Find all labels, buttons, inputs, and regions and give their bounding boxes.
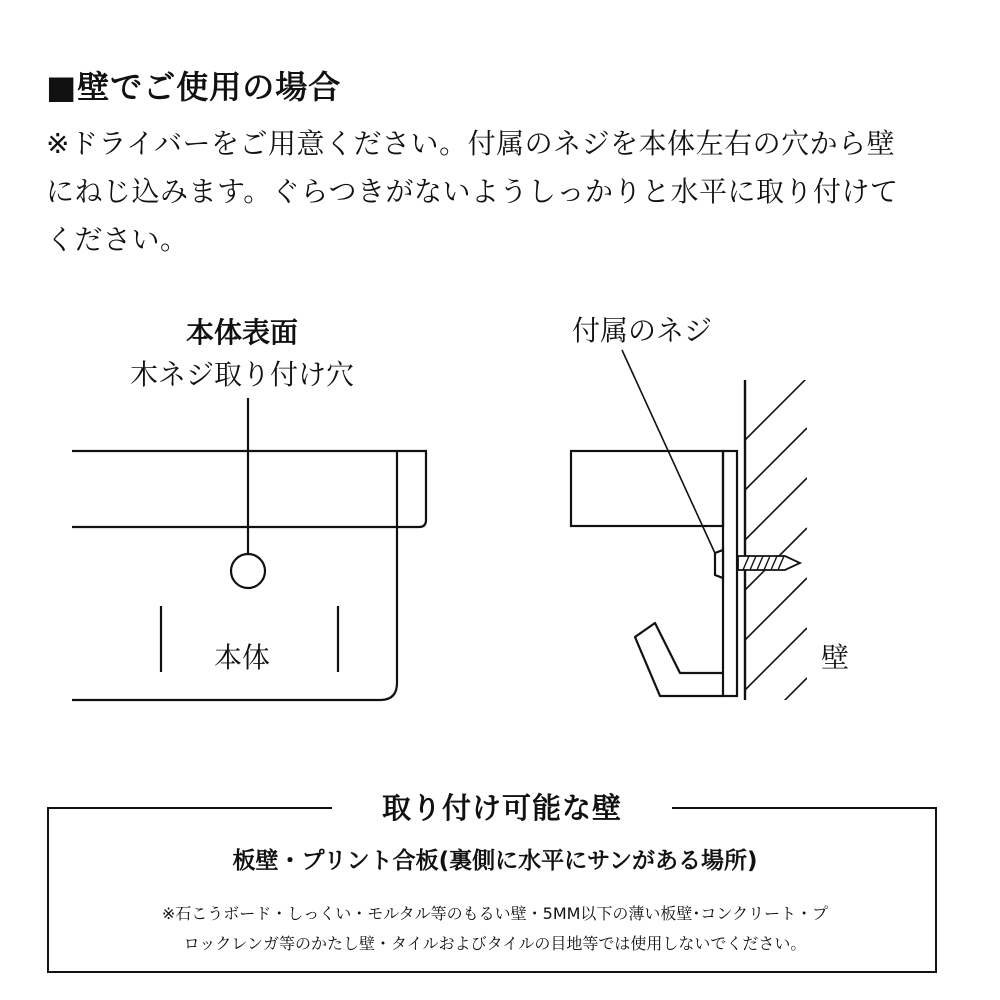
body-label: 本体	[213, 641, 271, 674]
screw-label: 付属のネジ	[571, 314, 713, 347]
hook	[635, 623, 723, 696]
screw-hole	[231, 554, 265, 588]
back-plate	[723, 451, 737, 696]
screw-head	[715, 550, 723, 578]
note-line: ※石こうボード・しっくい・モルタル等のもるい壁・5MM以下の薄い板壁･コンクリート・プ	[161, 904, 829, 923]
shelf-side	[571, 451, 723, 526]
side-view	[571, 314, 849, 740]
surface-label: 本体表面	[185, 316, 299, 349]
instructions-line: にねじ込みます。ぐらつきがないようしっかりと水平に取り付けて	[46, 175, 899, 208]
instructions-line: ※ドライバーをご用意ください。付属のネジを本体左右の穴から壁	[46, 127, 896, 160]
hole-label: 木ネジ取り付け穴	[129, 358, 355, 391]
wall-label: 壁	[820, 641, 850, 674]
mountable-walls-note	[60, 899, 930, 959]
note-line: ロックレンガ等のかたし壁・タイルおよびタイルの目地等では使用しないでください。	[183, 934, 807, 953]
section-heading: ■壁でご使用の場合	[46, 68, 342, 106]
front-view	[72, 316, 426, 700]
instructions-line: ください。	[46, 223, 189, 256]
mountable-walls-subtitle: 板壁・プリント合板(裏側に水平にサンがある場所)	[232, 848, 758, 874]
screw-leader-line	[622, 350, 719, 562]
mountable-walls-title: 取り付け可能な壁	[332, 786, 672, 827]
